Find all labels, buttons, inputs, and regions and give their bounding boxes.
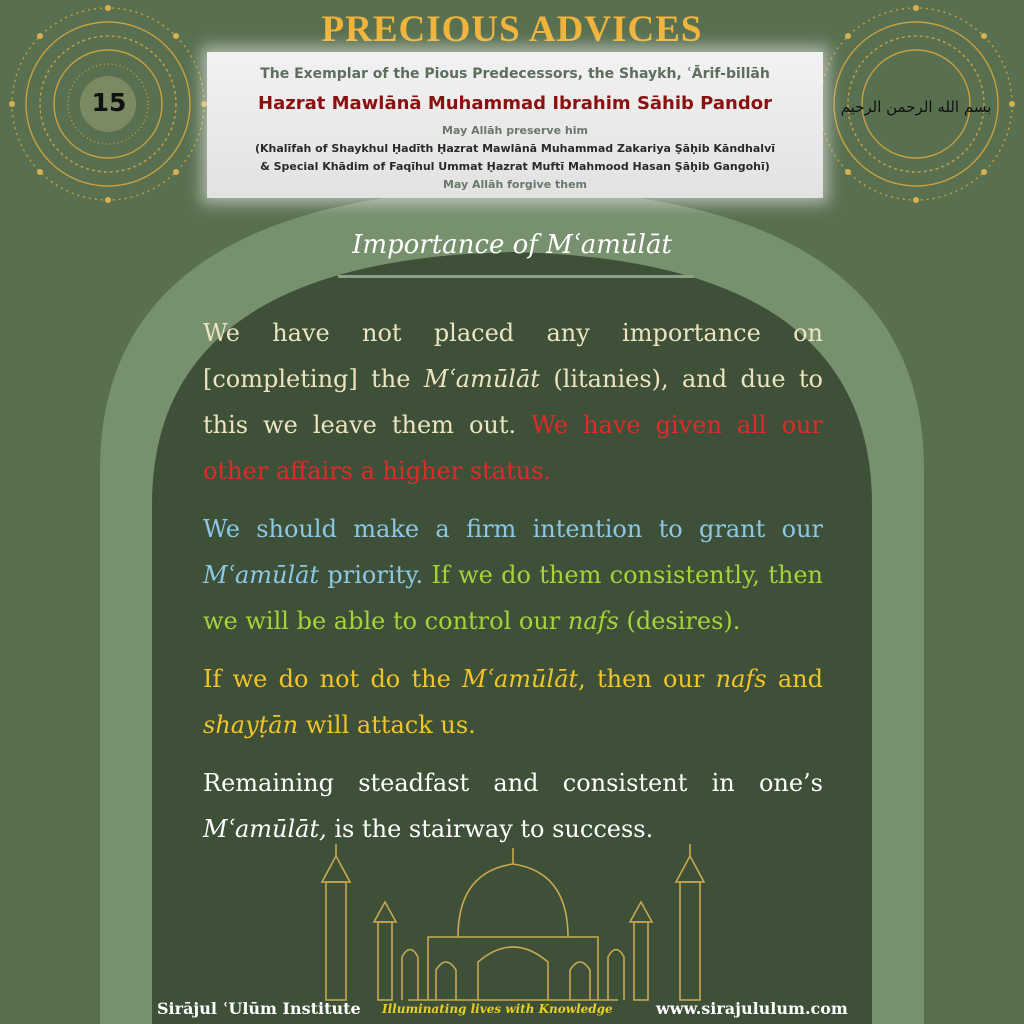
footer [0,998,1024,1024]
bismillah-calligraphy: بسم الله الرحمن الرحيم [840,98,992,116]
footer-institute: Sirājul ʿUlūm Institute [157,999,361,1018]
paragraph-4: Remaining steadfast and consistent in one’s Mʿamūlāt, is the stairway to success. [203,769,823,843]
author-header-box [207,52,823,198]
mosque-illustration [318,842,708,1002]
footer-tagline: Illuminating lives with Knowledge [382,1002,613,1016]
paragraph-1: We have not placed any importance on [completing] the Mʿamūlāt (litanies), and due to this we leave them out. We have given all our other affairs a higher status. [203,319,824,485]
paragraph-2: We should make a firm intention to grant our Mʿamūlāt priority. If we do them consistently, then we will be able to control our nafs (desires). [203,515,823,635]
author-khadim-line: & Special Khādim of Faqīhul Ummat Ḥazrat Muftī Mahmood Hasan Ṣāḥib Gangohī) [260,160,770,173]
author-epithet: The Exemplar of the Pious Predecessors, the Shaykh, ʿĀrif-billāh [260,66,770,82]
page-title: PRECIOUS ADVICES [321,9,703,50]
author-forgive-line: May Allāh forgive them [442,178,588,191]
author-blessing: May Allāh preserve him [442,124,588,137]
footer-website-link[interactable]: www.sirajululum.com [656,999,848,1018]
author-name: Hazrat Mawlānā Muhammad Ibrahim Sāhib Pandor [258,93,772,114]
advice-number: 15 [91,88,127,117]
paragraph-3: If we do not do the Mʿamūlāt, then our nafs and shayṭān will attack us. [203,665,823,739]
author-khalifah-line: (Khalīfah of Shaykhul Ḥadīth Ḥazrat Mawlānā Muhammad Zakariya Ṣāḥib Kāndhalvī [254,142,776,155]
heading-underline [338,275,694,278]
section-heading: Importance of Mʿamūlāt [352,230,672,260]
